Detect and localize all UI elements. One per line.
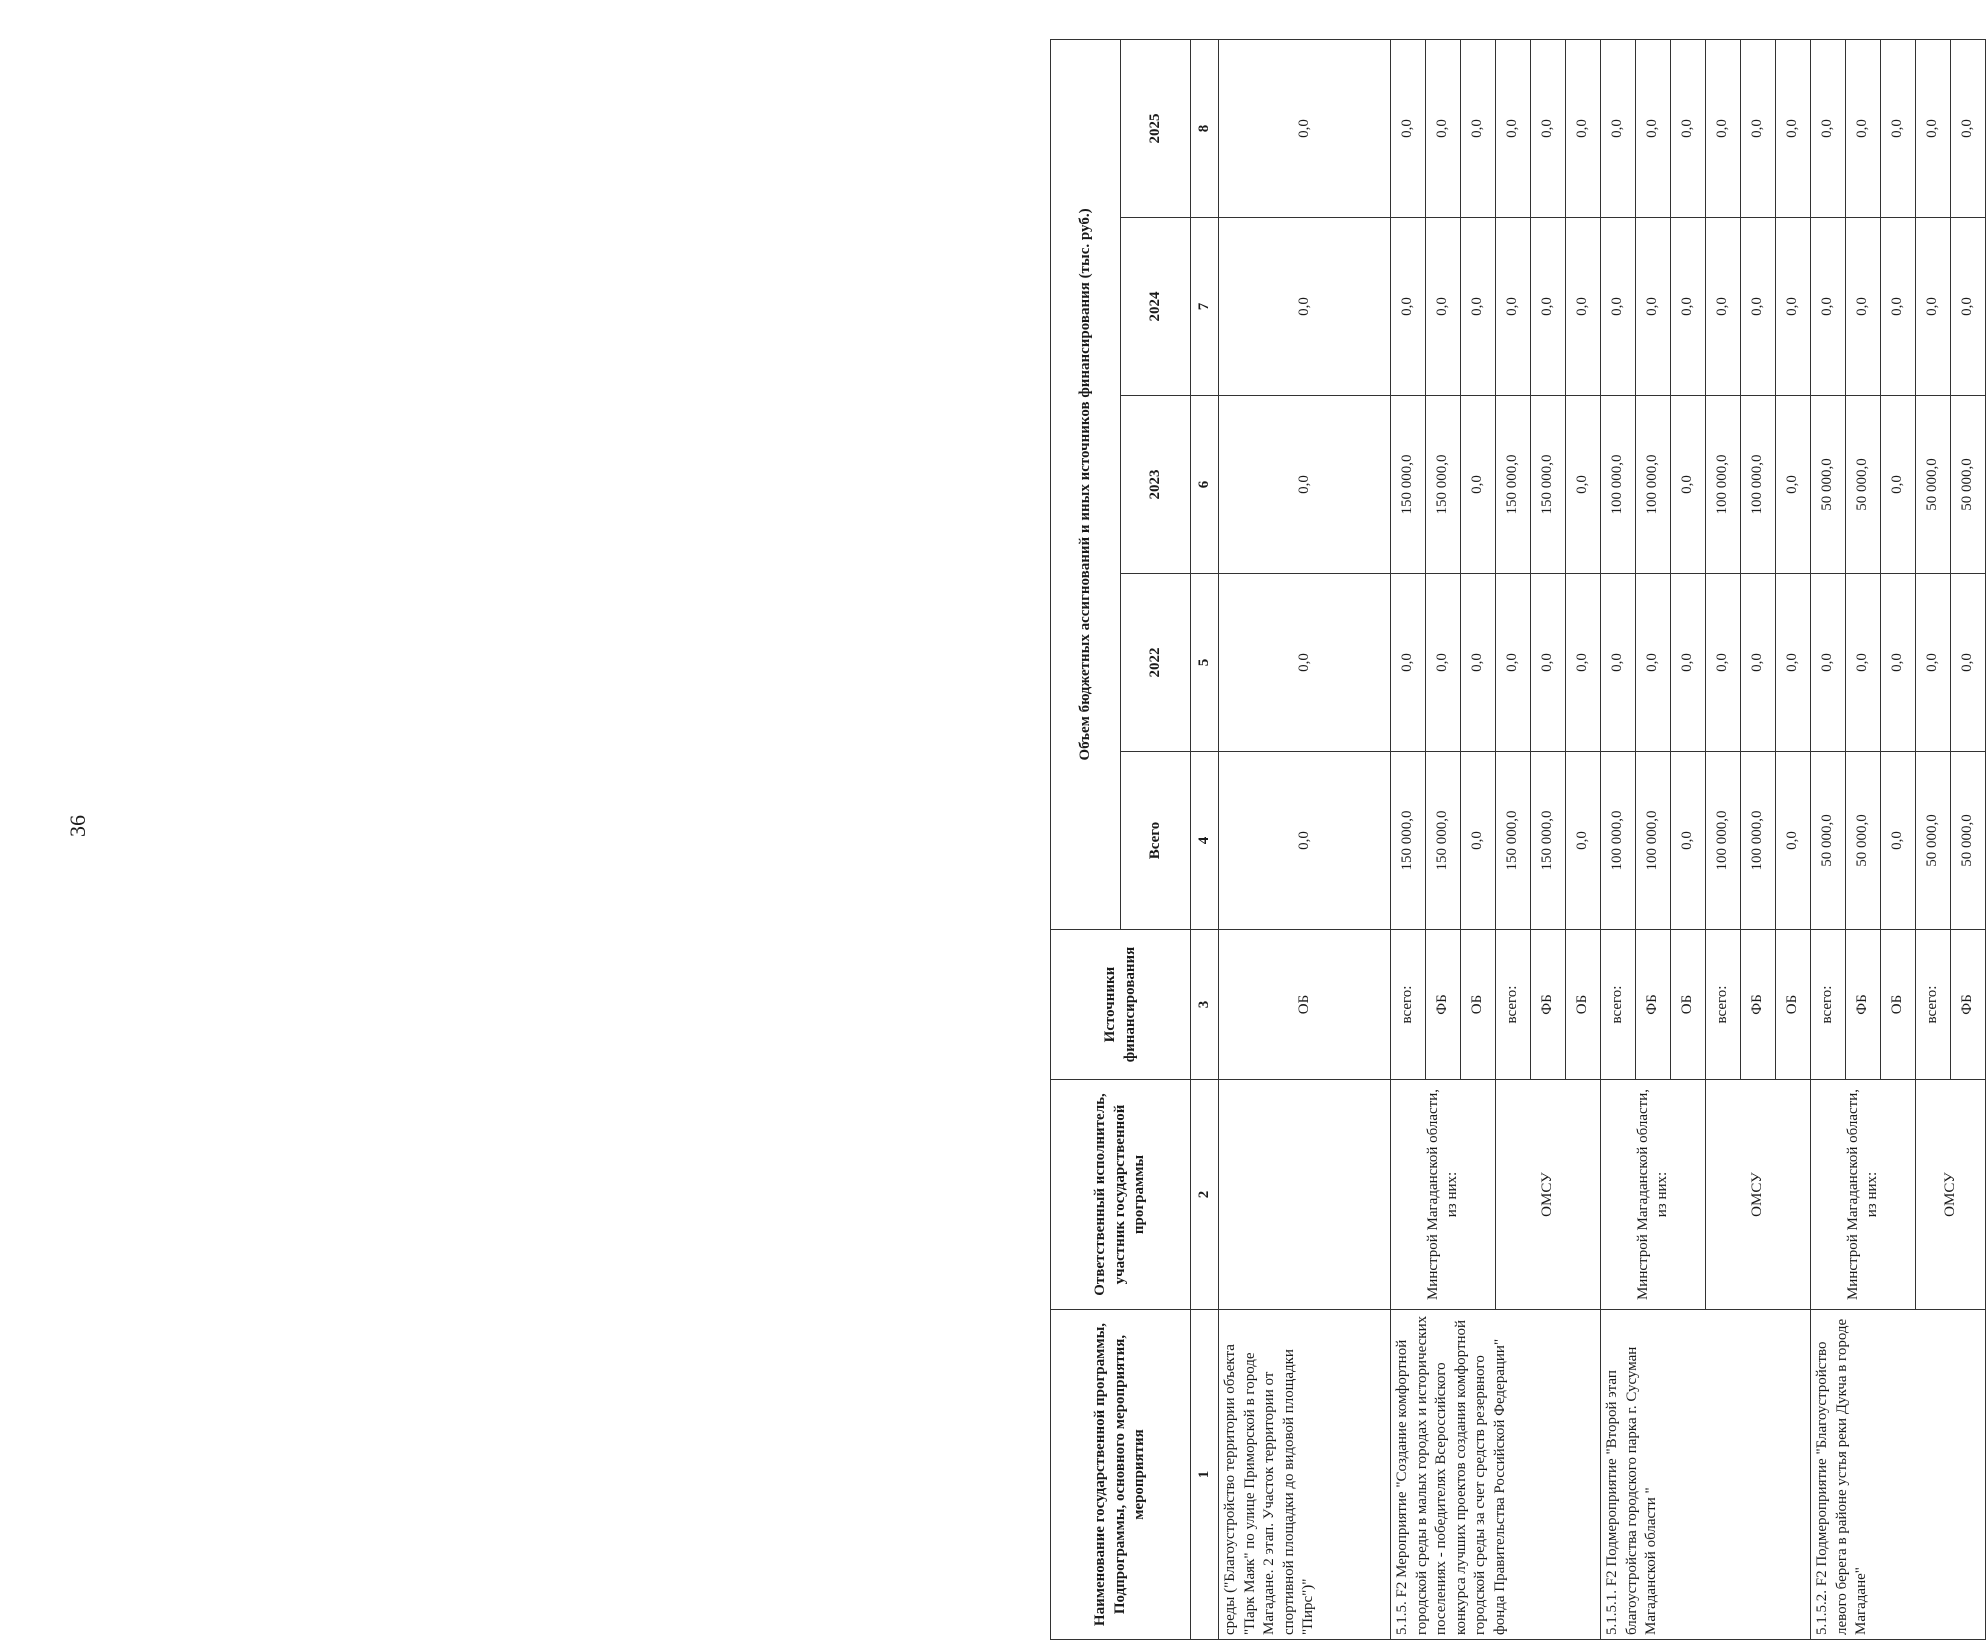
value-cell: 0,0 — [1461, 752, 1496, 930]
value-cell: 0,0 — [1426, 218, 1461, 396]
source-cell: ФБ — [1951, 930, 1986, 1080]
header-year-2022: 2022 — [1121, 574, 1191, 752]
table-row — [1601, 39, 1636, 1639]
column-number: 4 — [1191, 752, 1219, 930]
value-cell: 0,0 — [1496, 218, 1531, 396]
value-cell: 150 000,0 — [1391, 396, 1426, 574]
source-cell: всего: — [1496, 930, 1531, 1080]
value-cell: 0,0 — [1219, 39, 1391, 217]
source-cell: всего: — [1706, 930, 1741, 1080]
column-number: 8 — [1191, 39, 1219, 217]
source-cell: ФБ — [1846, 930, 1881, 1080]
value-cell: 0,0 — [1776, 218, 1811, 396]
source-cell: ФБ — [1741, 930, 1776, 1080]
value-cell: 0,0 — [1846, 574, 1881, 752]
program-name-cell: среды ("Благоустройство территории объекта "Парк Маяк" по улице Приморской в городе Магадане. 2 этап. Участок территории от спортивной площадки до видовой площадки "Пирс")" — [1219, 1310, 1391, 1640]
value-cell: 50 000,0 — [1951, 396, 1986, 574]
value-cell: 0,0 — [1671, 574, 1706, 752]
executor-cell: ОМСУ — [1916, 1080, 1986, 1310]
value-cell: 0,0 — [1219, 218, 1391, 396]
column-number: 3 — [1191, 930, 1219, 1080]
column-number: 1 — [1191, 1310, 1219, 1640]
value-cell: 0,0 — [1391, 39, 1426, 217]
value-cell: 0,0 — [1391, 218, 1426, 396]
value-cell: 0,0 — [1496, 39, 1531, 217]
value-cell: 0,0 — [1219, 396, 1391, 574]
source-cell: всего: — [1811, 930, 1846, 1080]
header-executor: Ответственный исполнитель, участник государственной программы — [1051, 1080, 1191, 1310]
executor-cell: Минстрой Магаданской области, из них: — [1601, 1080, 1706, 1310]
value-cell: 0,0 — [1881, 396, 1916, 574]
value-cell: 0,0 — [1916, 39, 1951, 217]
source-cell: ОБ — [1776, 930, 1811, 1080]
source-cell: ОБ — [1566, 930, 1601, 1080]
value-cell: 0,0 — [1706, 574, 1741, 752]
column-number: 7 — [1191, 218, 1219, 396]
executor-cell: Минстрой Магаданской области, из них: — [1391, 1080, 1496, 1310]
table-row — [1811, 39, 1846, 1639]
value-cell: 0,0 — [1461, 218, 1496, 396]
value-cell: 0,0 — [1776, 752, 1811, 930]
value-cell: 0,0 — [1881, 752, 1916, 930]
value-cell: 50 000,0 — [1811, 396, 1846, 574]
value-cell: 50 000,0 — [1916, 396, 1951, 574]
program-name-cell: 5.1.5.2. F2 Подмероприятие "Благоустройство левого берега в районе устья реки Дукча в городе Магадане" — [1811, 1310, 1986, 1640]
header-volume: Объем бюджетных ассигнований и иных источников финансирования (тыс. руб.) — [1051, 39, 1121, 929]
value-cell: 0,0 — [1531, 574, 1566, 752]
header-year-total: Всего — [1121, 752, 1191, 930]
value-cell: 100 000,0 — [1601, 396, 1636, 574]
value-cell: 150 000,0 — [1426, 396, 1461, 574]
value-cell: 0,0 — [1846, 39, 1881, 217]
program-name-cell: 5.1.5. F2 Мероприятие "Создание комфортной городской среды в малых городах и исторических поселениях - победителях Всероссийского конкурса лучших проектов создания комфортной городской среды за счет средств резервного фонда Правительства Российской Федерации" — [1391, 1310, 1601, 1640]
value-cell: 0,0 — [1496, 574, 1531, 752]
executor-cell: ОМСУ — [1706, 1080, 1811, 1310]
value-cell: 150 000,0 — [1426, 752, 1461, 930]
source-cell: ОБ — [1671, 930, 1706, 1080]
page-number: 36 — [65, 815, 90, 837]
source-cell: ФБ — [1426, 930, 1461, 1080]
value-cell: 0,0 — [1219, 752, 1391, 930]
source-cell: ФБ — [1531, 930, 1566, 1080]
value-cell: 100 000,0 — [1601, 752, 1636, 930]
source-cell: ОБ — [1461, 930, 1496, 1080]
value-cell: 0,0 — [1426, 39, 1461, 217]
value-cell: 100 000,0 — [1741, 752, 1776, 930]
budget-table-container — [1050, 40, 1976, 1640]
column-number: 5 — [1191, 574, 1219, 752]
value-cell: 0,0 — [1531, 218, 1566, 396]
value-cell: 100 000,0 — [1741, 396, 1776, 574]
value-cell: 0,0 — [1636, 574, 1671, 752]
value-cell: 0,0 — [1531, 39, 1566, 217]
value-cell: 0,0 — [1741, 218, 1776, 396]
value-cell: 150 000,0 — [1496, 396, 1531, 574]
budget-table — [1050, 39, 1986, 1640]
value-cell: 0,0 — [1601, 218, 1636, 396]
value-cell: 0,0 — [1566, 39, 1601, 217]
executor-cell — [1219, 1080, 1391, 1310]
value-cell: 0,0 — [1426, 574, 1461, 752]
value-cell: 0,0 — [1951, 574, 1986, 752]
value-cell: 0,0 — [1951, 39, 1986, 217]
value-cell: 0,0 — [1811, 39, 1846, 217]
value-cell: 0,0 — [1566, 396, 1601, 574]
value-cell: 0,0 — [1601, 39, 1636, 217]
value-cell: 0,0 — [1671, 396, 1706, 574]
value-cell: 0,0 — [1916, 574, 1951, 752]
value-cell: 0,0 — [1846, 218, 1881, 396]
value-cell: 0,0 — [1741, 39, 1776, 217]
value-cell: 150 000,0 — [1391, 752, 1426, 930]
header-name: Наименование государственной программы, Подпрограммы, основного мероприятия, мероприятия — [1051, 1310, 1191, 1640]
source-cell: всего: — [1601, 930, 1636, 1080]
value-cell: 100 000,0 — [1636, 396, 1671, 574]
value-cell: 0,0 — [1461, 39, 1496, 217]
value-cell: 150 000,0 — [1531, 396, 1566, 574]
source-cell: ФБ — [1636, 930, 1671, 1080]
table-row — [1391, 39, 1426, 1639]
value-cell: 0,0 — [1881, 39, 1916, 217]
column-number: 2 — [1191, 1080, 1219, 1310]
value-cell: 0,0 — [1636, 39, 1671, 217]
value-cell: 0,0 — [1881, 218, 1916, 396]
value-cell: 0,0 — [1461, 396, 1496, 574]
value-cell: 50 000,0 — [1846, 752, 1881, 930]
value-cell: 0,0 — [1219, 574, 1391, 752]
value-cell: 0,0 — [1566, 574, 1601, 752]
value-cell: 150 000,0 — [1496, 752, 1531, 930]
value-cell: 0,0 — [1776, 39, 1811, 217]
executor-cell: ОМСУ — [1496, 1080, 1601, 1310]
source-cell: ОБ — [1219, 930, 1391, 1080]
value-cell: 0,0 — [1951, 218, 1986, 396]
value-cell: 0,0 — [1881, 574, 1916, 752]
value-cell: 0,0 — [1636, 218, 1671, 396]
source-cell: всего: — [1391, 930, 1426, 1080]
value-cell: 0,0 — [1671, 218, 1706, 396]
header-year-2023: 2023 — [1121, 396, 1191, 574]
value-cell: 50 000,0 — [1846, 396, 1881, 574]
value-cell: 0,0 — [1461, 574, 1496, 752]
value-cell: 50 000,0 — [1811, 752, 1846, 930]
header-year-2025: 2025 — [1121, 39, 1191, 217]
header-year-2024: 2024 — [1121, 218, 1191, 396]
header-source: Источники финансирования — [1051, 930, 1191, 1080]
value-cell: 150 000,0 — [1531, 752, 1566, 930]
executor-cell: Минстрой Магаданской области, из них: — [1811, 1080, 1916, 1310]
value-cell: 0,0 — [1671, 39, 1706, 217]
value-cell: 0,0 — [1671, 752, 1706, 930]
value-cell: 50 000,0 — [1916, 752, 1951, 930]
value-cell: 0,0 — [1601, 574, 1636, 752]
value-cell: 0,0 — [1706, 218, 1741, 396]
value-cell: 0,0 — [1391, 574, 1426, 752]
value-cell: 0,0 — [1916, 218, 1951, 396]
source-cell: ОБ — [1881, 930, 1916, 1080]
table-row — [1219, 39, 1391, 1639]
value-cell: 100 000,0 — [1706, 752, 1741, 930]
source-cell: всего: — [1916, 930, 1951, 1080]
value-cell: 50 000,0 — [1951, 752, 1986, 930]
value-cell: 0,0 — [1776, 396, 1811, 574]
program-name-cell: 5.1.5.1. F2 Подмероприятие "Второй этап благоустройства городского парка г. Сусуман Магаданской области " — [1601, 1310, 1811, 1640]
value-cell: 0,0 — [1776, 574, 1811, 752]
value-cell: 0,0 — [1811, 218, 1846, 396]
column-number: 6 — [1191, 396, 1219, 574]
value-cell: 0,0 — [1811, 574, 1846, 752]
value-cell: 0,0 — [1741, 574, 1776, 752]
value-cell: 0,0 — [1706, 39, 1741, 217]
value-cell: 100 000,0 — [1636, 752, 1671, 930]
value-cell: 0,0 — [1566, 218, 1601, 396]
value-cell: 0,0 — [1566, 752, 1601, 930]
value-cell: 100 000,0 — [1706, 396, 1741, 574]
